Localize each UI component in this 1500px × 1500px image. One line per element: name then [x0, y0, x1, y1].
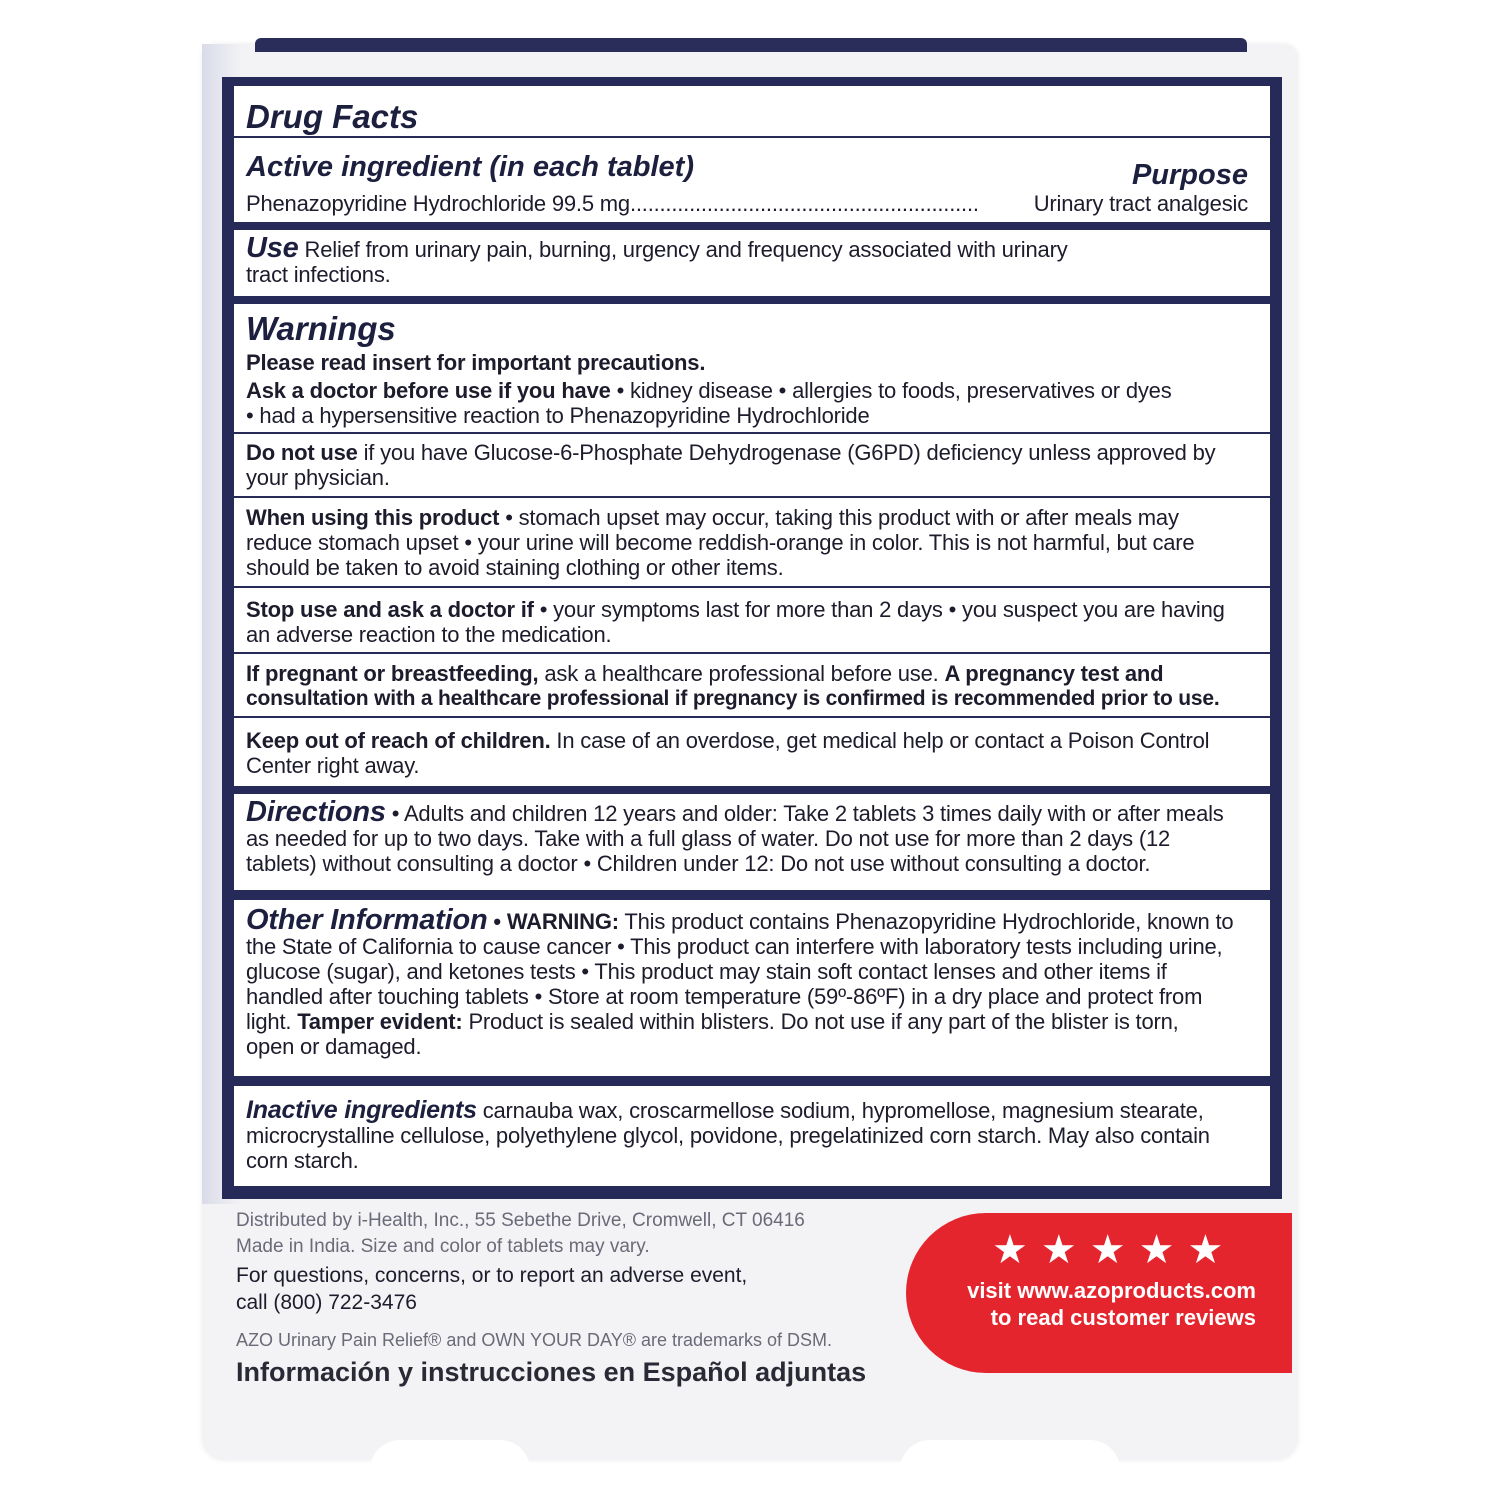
use-text-2: tract infections. [246, 262, 391, 287]
stop-use-section [234, 588, 1270, 652]
use-heading: Use [246, 232, 299, 264]
inactive-ingredients-section [234, 1086, 1270, 1186]
pregnant-bold: A pregnancy test and [944, 661, 1164, 686]
trademark-notice: AZO Urinary Pain Relief® and OWN YOUR DAY® are trademarks of DSM. [236, 1330, 833, 1350]
spanish-notice: Información y instrucciones en Español adjuntas [236, 1357, 867, 1387]
purpose-value: Urinary tract analgesic [1033, 191, 1248, 216]
read-reviews-text: to read customer reviews [990, 1305, 1256, 1330]
inactive-text-2: microcrystalline cellulose, polyethylene glycol, povidone, pregelatinized corn starch. May also contain [246, 1123, 1210, 1148]
do-not-use-label: Do not use [246, 440, 358, 465]
drug-facts-header [234, 86, 1270, 222]
tamper-evident-label: Tamper evident: [297, 1009, 463, 1034]
other-information-heading: Other Information [246, 904, 488, 936]
made-in: Made in India. Size and color of tablets may vary. [236, 1236, 650, 1257]
stop-use-text: • your symptoms last for more than 2 days • you suspect you are having [539, 597, 1225, 622]
questions-text: For questions, concerns, or to report an adverse event, [236, 1264, 748, 1287]
pregnancy-section [234, 654, 1270, 716]
five-star-icon: ★★★★★ [992, 1228, 1237, 1272]
keep-out-text: In case of an overdose, get medical help or contact a Poison Control [556, 728, 1210, 753]
package-top-edge [255, 38, 1247, 52]
stop-use-label: Stop use and ask a doctor if [246, 597, 534, 622]
warnings-insert: Please read insert for important precautions. [246, 350, 706, 375]
do-not-use-section [234, 434, 1270, 496]
ask-doctor-text: • kidney disease • allergies to foods, preservatives or dyes [616, 378, 1172, 403]
directions-text-3: tablets) without consulting a doctor • Children under 12: Do not use without consulting a doctor. [246, 851, 1151, 876]
visit-label: visit [967, 1278, 1018, 1303]
website-link[interactable]: www.azoproducts.com [1017, 1278, 1256, 1303]
phone-number: call (800) 722-3476 [236, 1291, 417, 1314]
leader-dots: ........................................................... [629, 191, 979, 216]
inactive-heading: Inactive ingredients [246, 1096, 477, 1124]
directions-section [234, 794, 1270, 890]
do-not-use-text-2: your physician. [246, 465, 390, 490]
review-badge [906, 1213, 1292, 1373]
other-text-6: open or damaged. [246, 1034, 422, 1059]
other-text: This product contains Phenazopyridine Hydrochloride, known to [624, 909, 1234, 934]
directions-text: • Adults and children 12 years and older: Take 2 tablets 3 times daily with or after meals [391, 801, 1224, 826]
warnings-section [234, 304, 1270, 432]
drug-facts-title: Drug Facts [246, 98, 419, 135]
package-footer [236, 1208, 936, 1388]
other-text-4: handled after touching tablets • Store at room temperature (59º-86ºF) in a dry place and protect from [246, 984, 1203, 1009]
carton-notch [370, 1440, 530, 1500]
warnings-heading: Warnings [246, 310, 396, 347]
other-information-section [234, 900, 1270, 1076]
when-using-section [234, 498, 1270, 586]
active-ingredient-line [246, 191, 1258, 216]
keep-out-label: Keep out of reach of children. [246, 728, 551, 753]
other-text-5a: light. [246, 1009, 292, 1034]
ask-doctor-label: Ask a doctor before use if you have [246, 378, 611, 403]
distributed-by: Distributed by i-Health, Inc., 55 Sebethe Drive, Cromwell, CT 06416 [236, 1210, 805, 1231]
other-text-2: the State of California to cause cancer • This product can interfere with laboratory tests including urine, [246, 934, 1223, 959]
when-using-label: When using this product [246, 505, 500, 530]
stop-use-text-2: an adverse reaction to the medication. [246, 622, 612, 647]
when-using-text: • stomach upset may occur, taking this product with or after meals may [505, 505, 1179, 530]
carton-notch [900, 1440, 1120, 1500]
directions-heading: Directions [246, 796, 386, 828]
drug-facts-panel [222, 77, 1282, 1199]
other-warning-label: • WARNING: [493, 909, 619, 934]
active-ingredient: Phenazopyridine Hydrochloride 99.5 mg [246, 191, 630, 216]
divider [234, 136, 1270, 138]
use-text: Relief from urinary pain, burning, urgency and frequency associated with urinary [304, 237, 1068, 262]
review-badge-text [967, 1277, 1256, 1331]
pregnant-bold-2: consultation with a healthcare professional if pregnancy is confirmed is recommended prior to use. [246, 687, 1220, 710]
keep-out-section [234, 718, 1270, 786]
active-ingredient-heading: Active ingredient (in each tablet) [246, 151, 694, 183]
inactive-text: carnauba wax, croscarmellose sodium, hypromellose, magnesium stearate, [482, 1098, 1204, 1123]
pregnant-label: If pregnant or breastfeeding, [246, 661, 539, 686]
inactive-text-3: corn starch. [246, 1148, 359, 1173]
pregnant-text: ask a healthcare professional before use. [544, 661, 939, 686]
when-using-text-2: reduce stomach upset • your urine will become reddish-orange in color. This is not harmful, but care [246, 530, 1195, 555]
do-not-use-text: if you have Glucose-6-Phosphate Dehydrogenase (G6PD) deficiency unless approved by [363, 440, 1216, 465]
directions-text-2: as needed for up to two days. Take with a full glass of water. Do not use for more than 2 days (12 [246, 826, 1171, 851]
use-section [234, 230, 1270, 296]
other-text-3: glucose (sugar), and ketones tests • This product may stain soft contact lenses and other items if [246, 959, 1167, 984]
other-text-5b: Product is sealed within blisters. Do not use if any part of the blister is torn, [468, 1009, 1179, 1034]
purpose-heading: Purpose [1131, 159, 1248, 191]
when-using-text-3: should be taken to avoid staining clothing or other items. [246, 555, 784, 580]
keep-out-text-2: Center right away. [246, 753, 420, 778]
ask-doctor-text-2: • had a hypersensitive reaction to Phenazopyridine Hydrochloride [246, 403, 870, 428]
